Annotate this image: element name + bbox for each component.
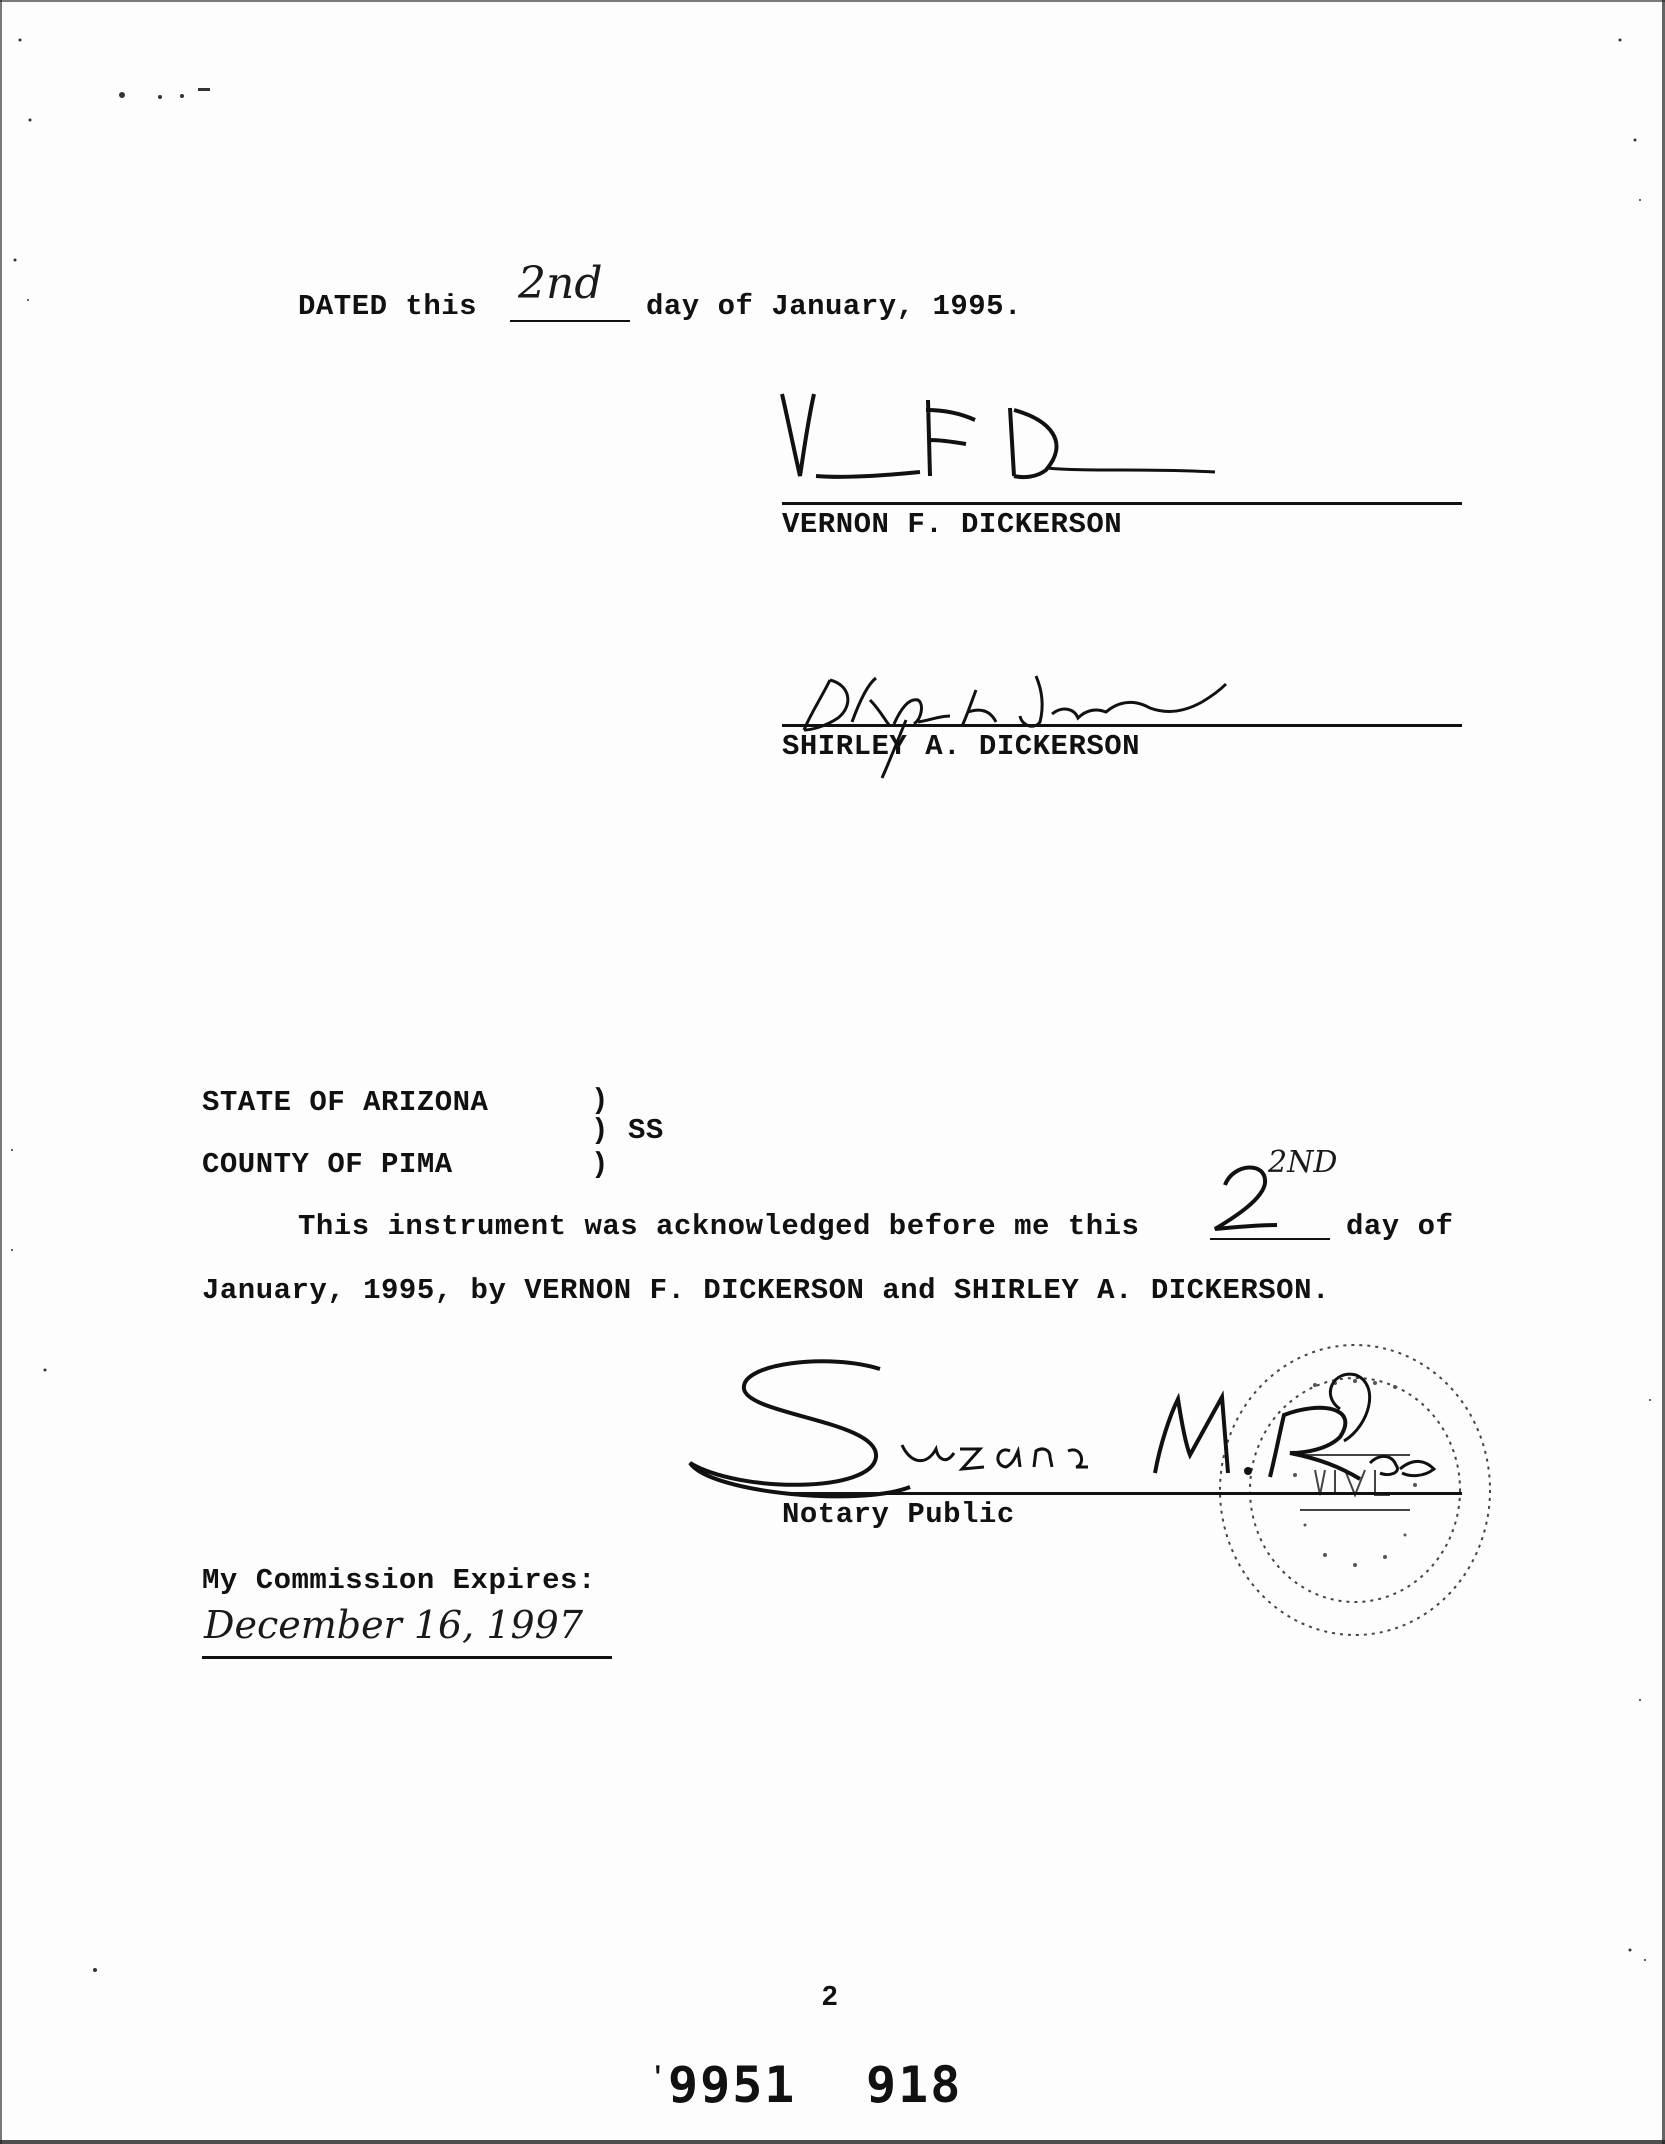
signature-line-2 <box>782 724 1462 727</box>
venue-paren-bottom: ) <box>591 1148 609 1181</box>
dated-day-blank-line <box>510 320 630 322</box>
signature-line-1 <box>782 502 1462 505</box>
acknowledgment-line2: January, 1995, by VERNON F. DICKERSON and SHIRLEY A. DICKERSON. <box>202 1274 1330 1307</box>
signature-vernon <box>770 380 1240 500</box>
venue-paren-mid: ) <box>591 1114 609 1147</box>
venue-paren-top: ) <box>591 1084 609 1117</box>
signatory-name-2: SHIRLEY A. DICKERSON <box>782 730 1141 763</box>
dated-suffix: day of January, 1995. <box>646 290 1022 323</box>
dated-prefix: DATED this <box>298 290 478 323</box>
acknowledgment-day-blank-line <box>1210 1238 1330 1240</box>
venue-state: STATE OF ARIZONA <box>202 1086 489 1119</box>
acknowledgment-day-handwritten: 2ND <box>1268 1145 1338 1180</box>
acknowledgment-line1-suffix: day of <box>1346 1210 1454 1243</box>
commission-date-line <box>202 1656 612 1659</box>
venue-county: COUNTY OF PIMA <box>202 1148 453 1181</box>
signatory-name-1: VERNON F. DICKERSON <box>782 508 1123 541</box>
commission-label: My Commission Expires: <box>202 1564 596 1597</box>
signature-line-notary <box>782 1492 1462 1495</box>
document-number-right: 918 <box>866 2056 963 2114</box>
dated-day-handwritten: 2nd <box>518 258 603 309</box>
acknowledgment-line1-prefix: This instrument was acknowledged before me this <box>298 1210 1140 1243</box>
document-number-left: 9951 <box>668 2056 797 2114</box>
document-number-speck: ′ <box>650 2062 667 2092</box>
commission-date-handwritten: December 16, 1997 <box>204 1603 584 1647</box>
signature-notary <box>680 1345 1460 1510</box>
page-number: 2 <box>822 1980 838 2011</box>
venue-ss: SS <box>628 1114 664 1147</box>
notary-label: Notary Public <box>782 1498 1015 1531</box>
